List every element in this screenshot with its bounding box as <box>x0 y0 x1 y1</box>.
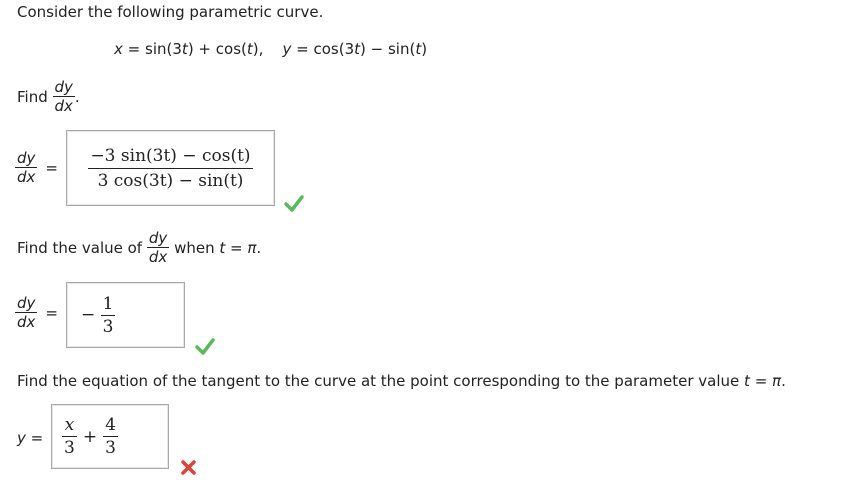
answer-numerator: −3 sin(3t) − cos(t) <box>90 145 251 166</box>
answer-sign: − <box>81 305 96 325</box>
answer-numerator: 4 <box>105 415 116 435</box>
curve-equations <box>114 40 427 58</box>
q2-answer-label <box>15 294 58 331</box>
x-t2: t <box>246 40 253 58</box>
y-expr-part2: ) − sin( <box>360 40 416 58</box>
x-expr-part: sin(3 <box>145 40 182 58</box>
q2-pi: π <box>247 238 257 257</box>
y-equals: = <box>296 40 309 58</box>
checkmark-icon <box>195 337 215 355</box>
answer-numerator: 1 <box>102 293 114 314</box>
answer-denominator: 3 cos(3t) − sin(t) <box>97 170 244 191</box>
checkmark-icon <box>284 194 304 212</box>
q1-label-fraction <box>15 149 37 186</box>
q2-eq2: = <box>230 238 243 257</box>
q3-eq2: = <box>754 372 768 390</box>
q1-period: . <box>74 87 80 106</box>
q2-prompt-text: Find the value of <box>17 238 143 257</box>
frac-den: dx <box>148 248 168 266</box>
answer-denominator: 3 <box>102 316 114 337</box>
y-var: y <box>282 40 292 58</box>
problem-intro: Consider the following parametric curve. <box>17 3 324 21</box>
q1-equals: = <box>45 158 58 177</box>
q2-prompt <box>17 229 261 266</box>
answer-denominator: 3 <box>105 438 116 458</box>
q2-t: t <box>219 238 226 257</box>
frac-num: dy <box>17 149 36 167</box>
q3-answer-fraction-2 <box>103 414 118 459</box>
q3-period: . <box>781 372 786 390</box>
frac-num: dy <box>54 78 73 96</box>
q3-answer-fraction-1 <box>62 414 77 459</box>
q2-when-text: when <box>174 238 215 257</box>
q1-prompt <box>17 78 80 115</box>
q3-equals: = <box>30 429 44 447</box>
x-t1: t <box>181 40 188 58</box>
q3-pi: π <box>772 372 782 390</box>
q3-prompt-text: Find the equation of the tangent to the curve at the point corresponding to the parameter value <box>17 372 740 390</box>
q3-y: y <box>17 429 26 447</box>
q1-dydx-fraction <box>53 78 75 115</box>
frac-den: dx <box>17 313 36 331</box>
q3-answer-input[interactable] <box>51 404 169 469</box>
y-expr-part3: ) <box>421 40 428 58</box>
q1-answer-fraction <box>88 144 252 193</box>
frac-den: dx <box>17 168 36 186</box>
q2-answer-fraction <box>101 293 116 338</box>
x-expr-part2: ) + cos( <box>187 40 247 58</box>
frac-num: dy <box>17 294 36 312</box>
answer-numerator: x <box>64 415 75 435</box>
q2-answer-input[interactable] <box>66 282 185 348</box>
q3-answer-label <box>17 429 43 447</box>
q3-prompt <box>17 372 786 390</box>
frac-num: dy <box>148 229 168 247</box>
x-equals: = <box>127 40 141 58</box>
frac-den: dx <box>54 97 73 115</box>
q2-label-fraction <box>15 294 37 331</box>
q1-find-text: Find <box>17 87 48 106</box>
q1-answer-input[interactable] <box>66 130 275 206</box>
q2-dydx-fraction <box>147 229 169 266</box>
y-expr-part: cos(3 <box>313 40 355 58</box>
y-t2: t <box>415 40 422 58</box>
x-mark-icon <box>180 459 197 476</box>
q3-t: t <box>744 372 750 390</box>
x-var: x <box>114 40 123 58</box>
q2-equals: = <box>45 303 58 322</box>
q1-answer-label <box>15 149 58 186</box>
y-t1: t <box>354 40 361 58</box>
q2-period: . <box>256 238 262 257</box>
answer-denominator: 3 <box>64 438 75 458</box>
x-expr-part3: ), <box>252 40 264 58</box>
answer-plus: + <box>82 426 98 447</box>
